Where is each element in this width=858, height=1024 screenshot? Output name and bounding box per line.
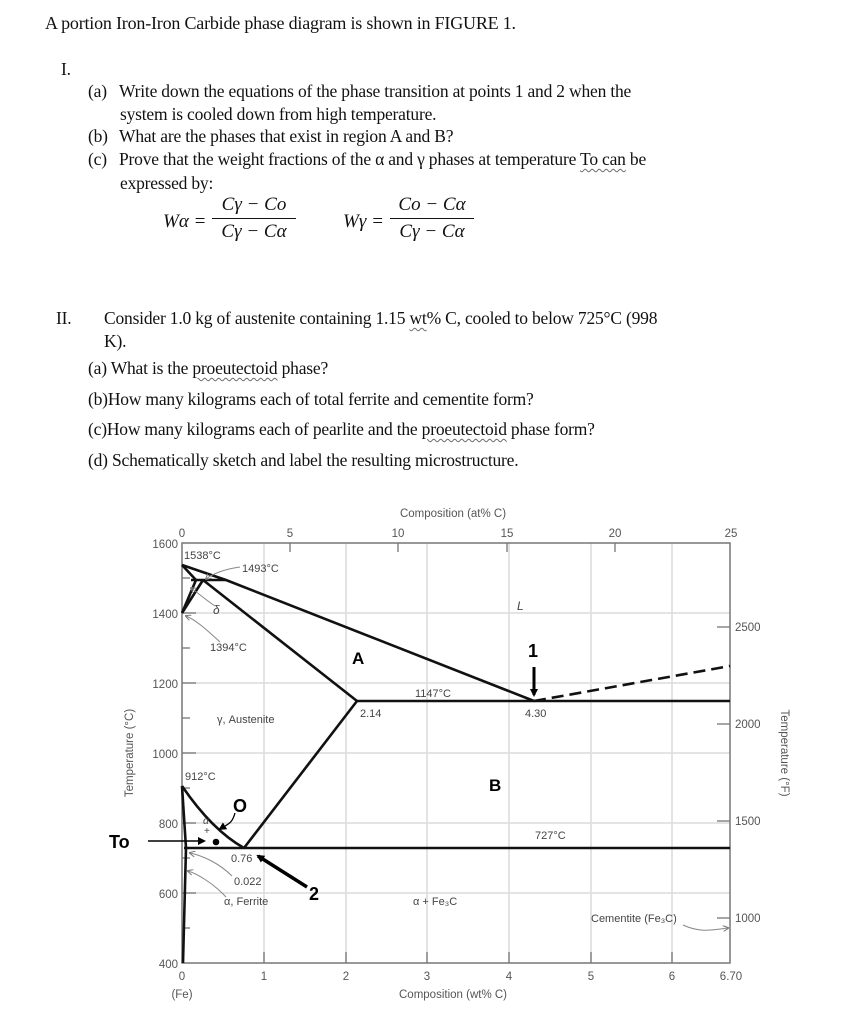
spellcheck-flag-wt: wt [409,308,427,328]
s2-item-a-text-end: phase? [277,358,329,378]
label-alpha-plus-gamma-alpha: α [203,816,209,827]
svg-text:1: 1 [260,971,268,983]
point-1-label: 1 [528,641,539,661]
s2-item-a-text: What is the [110,358,193,378]
region-b-label: B [489,776,502,795]
fe-label: (Fe) [171,989,193,1001]
s2-intro-line2: K). [104,331,127,351]
eq-w-alpha-denominator: Cγ − Cα [221,221,287,242]
label-delta: δ [213,603,220,617]
label-cementite: Cementite (Fe₃C) [591,913,677,925]
svg-text:400: 400 [158,959,178,971]
s2-item-c-text-end: phase form? [506,419,595,439]
s1-item-c-line2: expressed by: [120,173,214,193]
top-axis-labels [179,508,738,540]
svg-text:3: 3 [423,971,431,983]
s1-item-c-text: Prove that the weight fractions of the α and γ phases at temperature [119,149,581,169]
s2-intro-text-end: % C, cooled to below 725°C (998 [426,308,658,328]
svg-text:25: 25 [724,528,738,540]
s2-item-a-label: (a) [88,358,107,378]
label-727: 727°C [535,830,566,842]
svg-text:10: 10 [391,528,405,540]
point-2-label: 2 [309,884,320,904]
svg-text:1000: 1000 [735,913,761,925]
s2-item-b-text: How many kilograms each of total ferrite and cementite form? [107,389,534,409]
s1-item-a-label: (a) [88,81,107,101]
svg-text:600: 600 [158,889,178,901]
point-o-label: O [233,796,248,816]
top-axis-title: Composition (at% C) [399,508,507,520]
label-4-30: 4.30 [525,708,547,720]
s1-item-a-line2: system is cooled down from high temperature. [120,104,437,124]
intro-text: A portion Iron-Iron Carbide phase diagram is shown in FIGURE 1. [45,13,516,33]
s1-item-c-label: (c) [88,149,107,169]
section-2-numeral: II. [56,308,72,328]
s2-item-c-text: How many kilograms each of pearlite and the [106,419,422,439]
label-austenite: γ, Austenite [217,714,275,726]
diagram-labels [184,550,677,925]
label-alpha-plus-gamma-plus: + [204,826,210,837]
label-liquid: L [517,599,524,613]
svg-text:1000: 1000 [152,749,178,761]
svg-text:0: 0 [178,528,186,540]
point-2-arrow [258,856,307,887]
eq-w-gamma-denominator: Cγ − Cα [399,221,465,242]
s2-item-d-text: Schematically sketch and label the resulting microstructure. [112,450,519,470]
svg-text:5: 5 [587,971,595,983]
label-1147: 1147°C [415,688,451,700]
label-0-76: 0.76 [231,853,253,865]
to-label: To [109,832,130,852]
s1-item-a-line1: Write down the equations of the phase transition at points 1 and 2 when the [119,81,632,101]
bottom-axis-title: Composition (wt% C) [399,989,507,1001]
s2-intro-text: Consider 1.0 kg of austenite containing 1.15 [104,308,410,328]
svg-text:0: 0 [178,971,186,983]
left-axis-labels [124,539,178,971]
svg-text:2500: 2500 [735,622,761,634]
label-0-022: 0.022 [234,876,262,888]
svg-text:4: 4 [505,971,513,983]
svg-text:2: 2 [342,971,350,983]
region-a-label: A [352,649,365,668]
svg-text:5: 5 [286,528,294,540]
left-axis-title: Temperature (°C) [124,708,136,798]
svg-text:20: 20 [608,528,622,540]
s2-item-d-label: (d) [88,450,108,470]
s2-item-b-label: (b) [88,389,108,409]
right-axis-labels [735,622,790,925]
s2-item-c-label: (c) [88,419,107,439]
svg-text:800: 800 [158,819,178,831]
state-point-dot [213,839,220,846]
spellcheck-flag-proeutectoid-2: proeutectoid [421,419,507,439]
svg-text:6.70: 6.70 [719,971,743,983]
label-1538: 1538°C [184,550,221,562]
svg-text:1400: 1400 [152,609,178,621]
leader-arrows [186,567,728,930]
bottom-axis-labels [171,971,742,1001]
label-1493: 1493°C [242,563,279,575]
eq-w-alpha-numerator: Cγ − Co [212,194,296,219]
svg-text:15: 15 [500,528,514,540]
s1-item-c-text-end: be [625,149,647,169]
right-axis-title: Temperature (°F) [778,709,790,797]
s1-item-b-label: (b) [88,126,108,146]
label-ferrite: α, Ferrite [224,896,269,908]
svg-text:1600: 1600 [152,539,178,551]
label-alpha-fe3c: α + Fe₃C [413,896,458,908]
eq-w-gamma-numerator: Co − Cα [390,194,474,219]
spellcheck-flag-to-can: To can [580,149,626,169]
label-1394: 1394°C [210,642,247,654]
eq-w-alpha-lhs: Wα = [163,211,207,232]
svg-text:1200: 1200 [152,679,178,691]
label-912: 912°C [185,771,216,783]
section-1-numeral: I. [61,59,71,79]
svg-text:6: 6 [668,971,676,983]
spellcheck-flag-proeutectoid: proeutectoid [192,358,278,378]
s1-item-b-line1: What are the phases that exist in region A and B? [119,126,454,146]
label-2-14: 2.14 [360,708,382,720]
svg-text:2000: 2000 [735,719,761,731]
svg-text:1500: 1500 [735,816,761,828]
eq-w-gamma-lhs: Wγ = [343,211,384,232]
